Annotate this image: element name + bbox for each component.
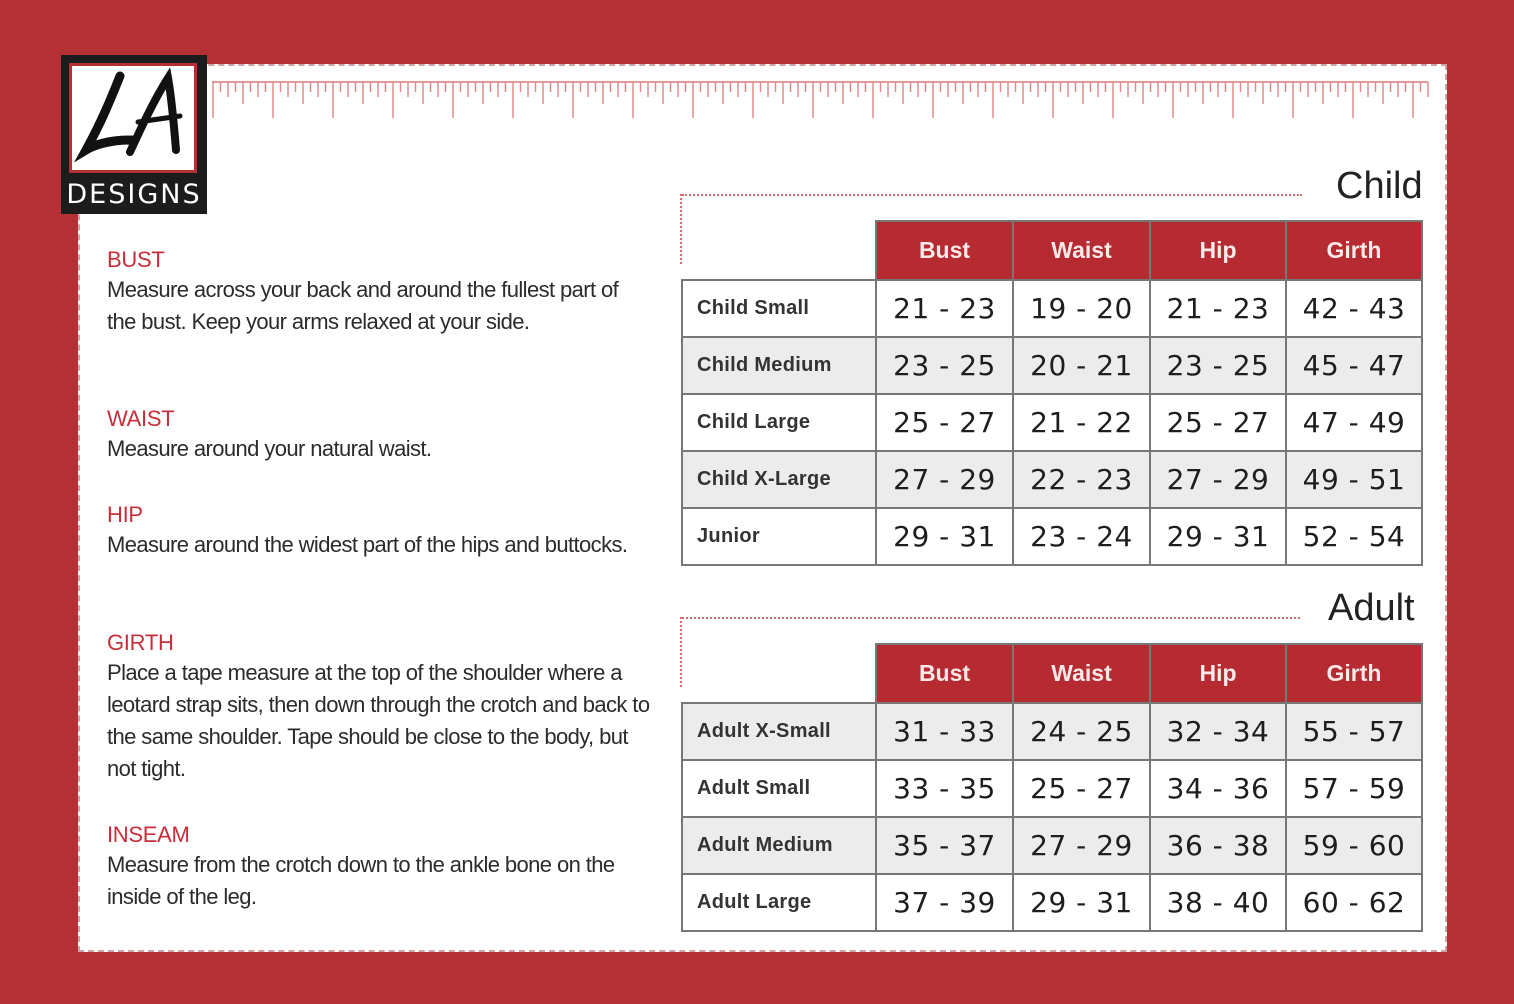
waist-definition	[107, 405, 652, 465]
table-cell: 25 - 27	[1013, 760, 1150, 817]
table-cell: 45 - 47	[1286, 337, 1422, 394]
column-header-waist: Waist	[1013, 221, 1150, 280]
table-row	[682, 703, 1422, 760]
table-cell: 47 - 49	[1286, 394, 1422, 451]
column-header-hip: Hip	[1150, 644, 1286, 703]
hip-definition	[107, 501, 652, 561]
table-cell: 42 - 43	[1286, 280, 1422, 337]
table-cell: 55 - 57	[1286, 703, 1422, 760]
definition-heading: WAIST	[107, 406, 175, 431]
column-header-waist: Waist	[1013, 644, 1150, 703]
row-label: Adult X-Small	[682, 703, 876, 760]
table-cell: 20 - 21	[1013, 337, 1150, 394]
row-label: Child X-Large	[682, 451, 876, 508]
la-monogram-icon	[72, 66, 194, 170]
row-label: Child Medium	[682, 337, 876, 394]
column-header-hip: Hip	[1150, 221, 1286, 280]
row-label: Child Small	[682, 280, 876, 337]
table-cell: 33 - 35	[876, 760, 1013, 817]
table-row	[682, 874, 1422, 931]
table-cell: 34 - 36	[1150, 760, 1286, 817]
table-cell: 21 - 23	[876, 280, 1013, 337]
table-cell: 29 - 31	[1150, 508, 1286, 565]
tape-measure-ruler	[212, 80, 1430, 122]
inseam-definition	[107, 821, 652, 913]
girth-definition	[107, 629, 652, 785]
child-section-title: Child	[1336, 165, 1423, 207]
adult-section-title: Adult	[1328, 587, 1415, 629]
row-label: Adult Large	[682, 874, 876, 931]
table-cell: 22 - 23	[1013, 451, 1150, 508]
la-designs-logo	[61, 55, 207, 214]
table-cell: 38 - 40	[1150, 874, 1286, 931]
bust-definition	[107, 246, 652, 338]
table-cell: 49 - 51	[1286, 451, 1422, 508]
definition-text: Measure from the crotch down to the ankle bone on the inside of the leg.	[107, 852, 615, 909]
table-header-row	[682, 644, 1422, 703]
column-header-bust: Bust	[876, 221, 1013, 280]
table-cell: 21 - 23	[1150, 280, 1286, 337]
adult-size-table	[681, 643, 1423, 932]
table-cell: 31 - 33	[876, 703, 1013, 760]
table-cell: 21 - 22	[1013, 394, 1150, 451]
column-header-girth: Girth	[1286, 221, 1422, 280]
section-divider	[682, 194, 1302, 196]
table-cell: 60 - 62	[1286, 874, 1422, 931]
column-header-bust: Bust	[876, 644, 1013, 703]
logo-wordmark: DESIGNS	[66, 179, 202, 210]
table-row	[682, 760, 1422, 817]
table-cell: 32 - 34	[1150, 703, 1286, 760]
table-cell: 29 - 31	[1013, 874, 1150, 931]
table-cell: 36 - 38	[1150, 817, 1286, 874]
row-label: Child Large	[682, 394, 876, 451]
table-cell: 29 - 31	[876, 508, 1013, 565]
header-corner	[682, 644, 876, 703]
definition-text: Measure around your natural waist.	[107, 436, 432, 461]
definition-heading: INSEAM	[107, 822, 190, 847]
table-cell: 37 - 39	[876, 874, 1013, 931]
header-corner	[682, 221, 876, 280]
row-label: Adult Medium	[682, 817, 876, 874]
table-cell: 27 - 29	[1150, 451, 1286, 508]
logo-mark-box	[69, 63, 197, 173]
definition-heading: HIP	[107, 502, 143, 527]
table-cell: 23 - 24	[1013, 508, 1150, 565]
table-cell: 59 - 60	[1286, 817, 1422, 874]
table-cell: 27 - 29	[1013, 817, 1150, 874]
row-label: Junior	[682, 508, 876, 565]
table-row	[682, 337, 1422, 394]
table-row	[682, 817, 1422, 874]
table-cell: 23 - 25	[876, 337, 1013, 394]
table-row	[682, 508, 1422, 565]
definition-heading: GIRTH	[107, 630, 174, 655]
definition-heading: BUST	[107, 247, 165, 272]
table-cell: 27 - 29	[876, 451, 1013, 508]
table-cell: 35 - 37	[876, 817, 1013, 874]
table-cell: 24 - 25	[1013, 703, 1150, 760]
column-header-girth: Girth	[1286, 644, 1422, 703]
table-row	[682, 394, 1422, 451]
table-cell: 19 - 20	[1013, 280, 1150, 337]
table-cell: 25 - 27	[876, 394, 1013, 451]
table-cell: 25 - 27	[1150, 394, 1286, 451]
definition-text: Measure around the widest part of the hips and buttocks.	[107, 532, 628, 557]
section-divider	[682, 617, 1300, 619]
table-cell: 23 - 25	[1150, 337, 1286, 394]
child-size-table	[681, 220, 1423, 566]
definition-text: Measure across your back and around the fullest part of the bust. Keep your arms relaxed at your side.	[107, 277, 619, 334]
table-row	[682, 280, 1422, 337]
table-row	[682, 451, 1422, 508]
table-cell: 57 - 59	[1286, 760, 1422, 817]
table-header-row	[682, 221, 1422, 280]
table-cell: 52 - 54	[1286, 508, 1422, 565]
row-label: Adult Small	[682, 760, 876, 817]
definition-text: Place a tape measure at the top of the shoulder where a leotard strap sits, then down through the crotch and back to the same shoulder. Tape should be close to the body, but not tight.	[107, 660, 650, 781]
